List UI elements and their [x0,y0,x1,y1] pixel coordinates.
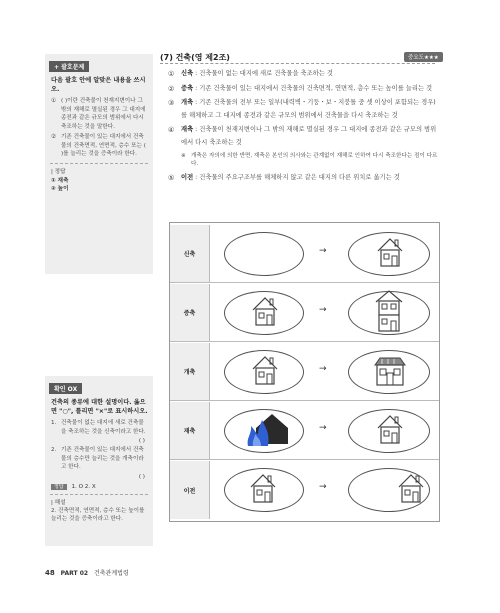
figure-row [170,284,439,342]
row-label: 증축 [170,284,210,341]
answer-1: ① 재축 [51,177,69,184]
figure-row [170,402,439,460]
ox-item: 2. 기존 건축물이 있는 대지에서 건축물의 층수만 늘리는 것을 개축이라고 한다. [51,447,144,470]
burning-house-icon [246,410,290,450]
part-label: PART 02 [60,570,89,577]
section-title: (7) 건축(영 제2조) [160,53,230,62]
definition-item: ⑤ 이전 : 건축물의 주요구조부를 해체하지 않고 같은 대지의 다른 위치로 옮기는 것 [168,173,400,182]
before-ellipse [224,232,304,276]
divider [160,63,435,64]
rebuilt-house-icon [372,355,408,387]
ox-question: 건축의 종류에 대한 설명이다. 옳으면 "○", 틀리면 "×"로 표시하시오. [51,399,148,415]
ox-bracket: ( ) [138,438,145,444]
house-icon [250,294,280,328]
quiz-tag: + 괄호문제 [49,61,89,72]
figure-row [170,225,439,283]
quiz-item: ② 기존 건축물이 있는 대지에서 건축물의 건축면적, 연면적, 층수 또는 ( )를 늘리는 것을 증축이라 한다. [51,134,146,157]
quiz-item: ① ( )이란 건축물이 천재지변이나 그 밖의 재해로 멸실된 경우 그 대지에 종전과 같은 규모의 범위에서 다시 축조하는 것을 말한다. [51,98,146,130]
divider [50,163,148,164]
definition-item: ③ 개축 : 기존 건축물의 전부 또는 일부(내력벽・기둥・보・지붕틀 중 셋 이상이 포함되는 경우)를 해체하고 그 대지에 종전과 같은 규모의 범위에서 건축물을 다시 축조하는 것 [168,99,436,119]
chapter-label: 건축관계법령 [93,570,129,577]
definition-list [168,68,440,186]
arrow-icon: → [319,482,327,492]
figure-row [170,461,439,519]
note: ※ 개축은 자의에 의한 반면, 재축은 본인의 의사와는 관계없이 재해로 인하여 다시 축조한다는 점이 다르다. [181,152,438,168]
house-icon [396,471,426,505]
row-label: 개축 [170,343,210,400]
explain-label: | 해설 [51,499,66,506]
fill-in-quiz-box [45,54,153,274]
ox-bracket: ( ) [138,473,145,480]
figure-row [170,343,439,401]
row-label: 신축 [170,225,210,282]
house-icon [375,235,405,269]
quiz-question: 다음 괄호 안에 알맞은 내용을 쓰시오. [51,77,146,93]
arrow-icon: → [319,423,327,433]
row-label: 재축 [170,402,210,459]
ox-answer-text: 1. O 2. X [71,483,96,490]
answer-pill: 정답 [51,484,67,490]
expanded-house-icon [373,288,405,334]
explain-text: 2. 건축면적, 연면적, 층수 또는 높이를 늘리는 것을 증축이라고 한다. [51,507,145,522]
ox-quiz-box [45,376,153,546]
definition-item: ① 신축 : 건축물이 없는 대지에 새로 건축물을 축조하는 것 [168,70,333,78]
building-types-figure [169,222,440,522]
ox-tag: 확인 OX [49,383,82,394]
page-number: 48 [45,569,55,577]
definition-item: ② 증축 : 기존 건축물이 있는 대지에서 건축물의 건축면적, 연면적, 층수 또는 높이를 늘리는 것 [168,84,433,93]
importance-badge: 중요도★★★ [404,52,443,62]
ox-item: 1. 건축물이 없는 대지에 새로 건축물을 축조하는 것을 신축이라고 한다. [51,420,146,435]
house-icon [250,353,280,387]
answer-2: ② 높이 [51,185,69,192]
arrow-icon: → [319,305,327,315]
ox-answer [51,483,147,490]
row-label: 이전 [170,461,210,519]
house-icon [375,412,405,446]
page-footer [45,568,129,577]
house-icon [248,471,278,505]
arrow-icon: → [319,246,327,256]
answer-label: | 정답 [51,168,66,175]
arrow-icon: → [319,364,327,374]
divider [50,494,148,495]
definition-item: ④ 재축 : 건축물이 천재지변이나 그 밖의 재해로 멸실된 경우 그 대지에 종전과 같은 규모의 범위에서 다시 축조하는 것 [168,126,437,146]
